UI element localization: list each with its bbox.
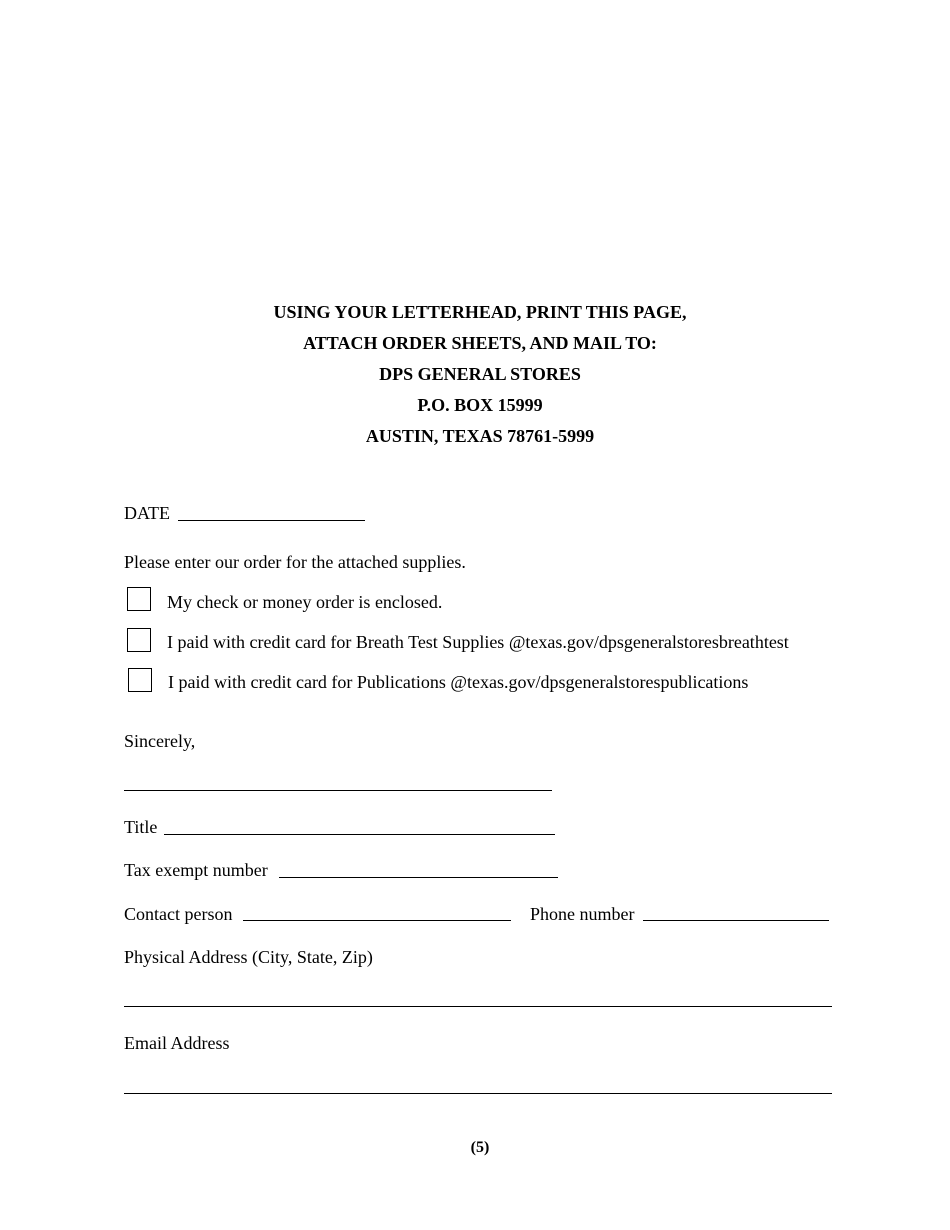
tax-exempt-label: Tax exempt number <box>124 860 268 880</box>
contact-person-label: Contact person <box>124 904 233 924</box>
breath-test-credit-card-label: I paid with credit card for Breath Test Supplies @texas.gov/dpsgeneralstoresbreathtest <box>167 632 789 652</box>
check-enclosed-label: My check or money order is enclosed. <box>167 592 443 612</box>
physical-address-label: Physical Address (City, State, Zip) <box>124 947 373 967</box>
check-enclosed-checkbox[interactable] <box>127 587 151 611</box>
phone-number-label: Phone number <box>530 904 635 924</box>
order-intro-text: Please enter our order for the attached supplies. <box>124 552 466 572</box>
breath-test-credit-card-checkbox[interactable] <box>127 628 151 652</box>
page-number: (5) <box>470 1139 490 1156</box>
tax-exempt-field-line[interactable] <box>279 877 558 878</box>
phone-number-field-line[interactable] <box>643 920 829 921</box>
recipient-name: DPS GENERAL STORES <box>379 364 581 384</box>
title-field-line[interactable] <box>164 834 555 835</box>
physical-address-field-line[interactable] <box>124 1006 832 1007</box>
mail-instruction-line-1: USING YOUR LETTERHEAD, PRINT THIS PAGE, <box>273 302 687 322</box>
title-label: Title <box>124 817 158 837</box>
email-address-label: Email Address <box>124 1033 230 1053</box>
date-label: DATE <box>124 503 170 523</box>
signature-line[interactable] <box>124 790 552 791</box>
recipient-city-state-zip: AUSTIN, TEXAS 78761-5999 <box>365 426 595 446</box>
email-address-field-line[interactable] <box>124 1093 832 1094</box>
publications-credit-card-label: I paid with credit card for Publications @texas.gov/dpsgeneralstorespublications <box>168 672 749 692</box>
closing-text: Sincerely, <box>124 731 196 751</box>
date-field-line[interactable] <box>178 520 365 521</box>
publications-credit-card-checkbox[interactable] <box>128 668 152 692</box>
contact-person-field-line[interactable] <box>243 920 511 921</box>
recipient-po-box: P.O. BOX 15999 <box>417 395 543 415</box>
mail-instruction-line-2: ATTACH ORDER SHEETS, AND MAIL TO: <box>303 333 657 353</box>
